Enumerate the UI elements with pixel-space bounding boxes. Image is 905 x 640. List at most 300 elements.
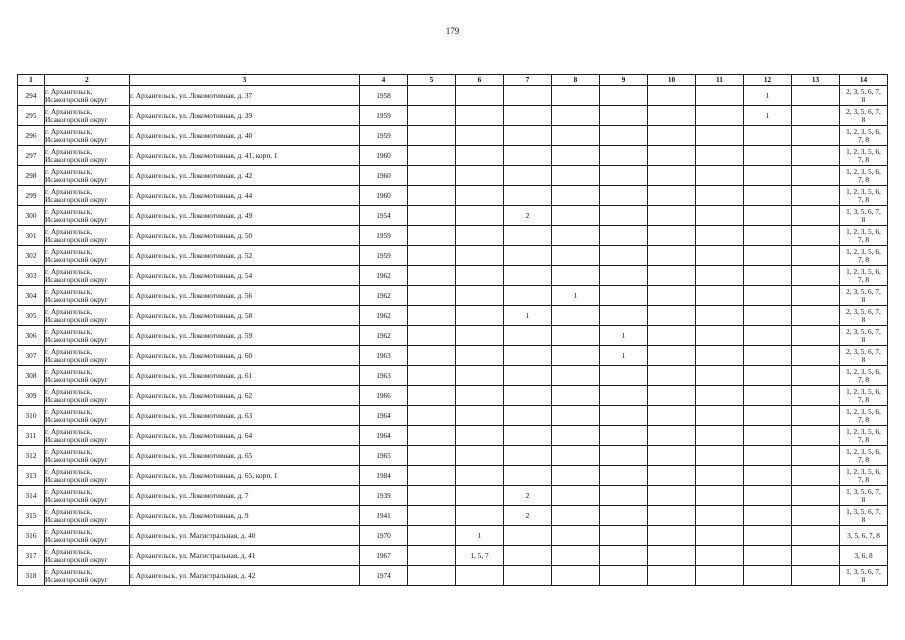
col8-cell	[552, 206, 600, 226]
col13-cell	[792, 406, 840, 426]
address-cell: г. Архангельск, ул. Локомотивная, д. 9	[130, 506, 360, 526]
table-row	[18, 406, 888, 426]
col5-cell	[408, 126, 456, 146]
col12-cell	[744, 226, 792, 246]
row-number-cell: 313	[18, 466, 45, 486]
col9-cell	[600, 306, 648, 326]
col13-cell	[792, 346, 840, 366]
col8-cell	[552, 146, 600, 166]
col6-cell	[456, 106, 504, 126]
row-number-cell: 308	[18, 366, 45, 386]
col10-cell	[648, 106, 696, 126]
col8-cell	[552, 426, 600, 446]
col12-cell	[744, 346, 792, 366]
col14-cell: 1, 3, 5, 6, 7, 8	[840, 566, 888, 586]
col14-cell: 1, 2, 3, 5, 6, 7, 8	[840, 126, 888, 146]
col5-cell	[408, 446, 456, 466]
col9-cell	[600, 186, 648, 206]
col11-cell	[696, 566, 744, 586]
col5-cell	[408, 346, 456, 366]
year-cell: 1970	[360, 526, 408, 546]
col12-cell	[744, 406, 792, 426]
col10-cell	[648, 126, 696, 146]
address-cell: г. Архангельск, ул. Локомотивная, д. 7	[130, 486, 360, 506]
col14-cell: 1, 2, 3, 5, 6, 7, 8	[840, 446, 888, 466]
table-row	[18, 346, 888, 366]
locality-cell: г. Архангельск, Исакогорский округ	[45, 406, 130, 426]
col8-cell	[552, 106, 600, 126]
col14-cell: 3, 6, 8	[840, 546, 888, 566]
year-cell: 1939	[360, 486, 408, 506]
table-row	[18, 246, 888, 266]
col7-cell	[504, 226, 552, 246]
col5-cell	[408, 186, 456, 206]
col13-cell	[792, 546, 840, 566]
col5-cell	[408, 466, 456, 486]
address-cell: г. Архангельск, ул. Локомотивная, д. 64	[130, 426, 360, 446]
locality-cell: г. Архангельск, Исакогорский округ	[45, 186, 130, 206]
col6-cell	[456, 366, 504, 386]
locality-cell: г. Архангельск, Исакогорский округ	[45, 206, 130, 226]
locality-cell: г. Архангельск, Исакогорский округ	[45, 526, 130, 546]
year-cell: 1960	[360, 166, 408, 186]
col9-cell	[600, 146, 648, 166]
year-cell: 1963	[360, 366, 408, 386]
address-cell: г. Архангельск, ул. Магистральная, д. 41	[130, 546, 360, 566]
locality-cell: г. Архангельск, Исакогорский округ	[45, 146, 130, 166]
table-row	[18, 506, 888, 526]
col11-cell	[696, 526, 744, 546]
address-cell: г. Архангельск, ул. Локомотивная, д. 63	[130, 406, 360, 426]
table-row	[18, 546, 888, 566]
col6-cell	[456, 146, 504, 166]
table-row	[18, 326, 888, 346]
col13-cell	[792, 506, 840, 526]
address-cell: г. Архангельск, ул. Локомотивная, д. 61	[130, 366, 360, 386]
year-cell: 1959	[360, 126, 408, 146]
col7-cell	[504, 346, 552, 366]
row-number-cell: 305	[18, 306, 45, 326]
year-cell: 1962	[360, 286, 408, 306]
col9-cell	[600, 286, 648, 306]
row-number-cell: 315	[18, 506, 45, 526]
col14-cell: 1, 2, 3, 5, 6, 7, 8	[840, 366, 888, 386]
col11-cell	[696, 546, 744, 566]
row-number-cell: 310	[18, 406, 45, 426]
col7-cell: 2	[504, 506, 552, 526]
table-body	[18, 86, 888, 586]
col10-cell	[648, 466, 696, 486]
table-row	[18, 566, 888, 586]
col11-cell	[696, 266, 744, 286]
year-cell: 1959	[360, 226, 408, 246]
address-cell: г. Архангельск, ул. Локомотивная, д. 60	[130, 346, 360, 366]
col12-cell	[744, 466, 792, 486]
col7-cell	[504, 366, 552, 386]
locality-cell: г. Архангельск, Исакогорский округ	[45, 306, 130, 326]
row-number-cell: 304	[18, 286, 45, 306]
col10-cell	[648, 206, 696, 226]
col14-cell: 2, 3, 5, 6, 7, 8	[840, 306, 888, 326]
col12-cell	[744, 286, 792, 306]
col13-cell	[792, 86, 840, 106]
address-cell: г. Архангельск, ул. Локомотивная, д. 65	[130, 446, 360, 466]
col5-cell	[408, 366, 456, 386]
col10-cell	[648, 346, 696, 366]
col13-cell	[792, 306, 840, 326]
col10-cell	[648, 286, 696, 306]
col13-cell	[792, 466, 840, 486]
col5-cell	[408, 406, 456, 426]
address-cell: г. Архангельск, ул. Локомотивная, д. 49	[130, 206, 360, 226]
table-row	[18, 486, 888, 506]
column-header-4: 4	[360, 75, 408, 86]
col5-cell	[408, 106, 456, 126]
col14-cell: 2, 3, 5, 6, 7, 8	[840, 346, 888, 366]
locality-cell: г. Архангельск, Исакогорский округ	[45, 226, 130, 246]
year-cell: 1959	[360, 246, 408, 266]
col6-cell	[456, 466, 504, 486]
col11-cell	[696, 446, 744, 466]
table-row	[18, 526, 888, 546]
row-number-cell: 314	[18, 486, 45, 506]
col12-cell	[744, 246, 792, 266]
locality-cell: г. Архангельск, Исакогорский округ	[45, 486, 130, 506]
col6-cell	[456, 506, 504, 526]
col7-cell: 1	[504, 306, 552, 326]
column-header-5: 5	[408, 75, 456, 86]
col6-cell	[456, 206, 504, 226]
col5-cell	[408, 266, 456, 286]
row-number-cell: 296	[18, 126, 45, 146]
col12-cell: 1	[744, 86, 792, 106]
col8-cell	[552, 566, 600, 586]
col13-cell	[792, 446, 840, 466]
col8-cell	[552, 306, 600, 326]
locality-cell: г. Архангельск, Исакогорский округ	[45, 446, 130, 466]
column-header-10: 10	[648, 75, 696, 86]
col13-cell	[792, 226, 840, 246]
col9-cell	[600, 426, 648, 446]
col10-cell	[648, 366, 696, 386]
col12-cell	[744, 206, 792, 226]
locality-cell: г. Архангельск, Исакогорский округ	[45, 546, 130, 566]
col11-cell	[696, 326, 744, 346]
table-row	[18, 366, 888, 386]
col9-cell	[600, 226, 648, 246]
row-number-cell: 318	[18, 566, 45, 586]
year-cell: 1966	[360, 386, 408, 406]
col14-cell: 1, 2, 3, 5, 6, 7, 8	[840, 246, 888, 266]
col7-cell	[504, 326, 552, 346]
row-number-cell: 312	[18, 446, 45, 466]
col12-cell	[744, 446, 792, 466]
col5-cell	[408, 86, 456, 106]
col12-cell: 1	[744, 106, 792, 126]
col13-cell	[792, 106, 840, 126]
col5-cell	[408, 246, 456, 266]
address-cell: г. Архангельск, ул. Локомотивная, д. 58	[130, 306, 360, 326]
table-row	[18, 386, 888, 406]
address-cell: г. Архангельск, ул. Локомотивная, д. 42	[130, 166, 360, 186]
col8-cell	[552, 446, 600, 466]
col7-cell	[504, 526, 552, 546]
col14-cell: 1, 2, 3, 5, 6, 7, 8	[840, 466, 888, 486]
col11-cell	[696, 206, 744, 226]
col5-cell	[408, 286, 456, 306]
address-cell: г. Архангельск, ул. Локомотивная, д. 37	[130, 86, 360, 106]
col7-cell	[504, 186, 552, 206]
locality-cell: г. Архангельск, Исакогорский округ	[45, 166, 130, 186]
col14-cell: 1, 2, 3, 5, 6, 7, 8	[840, 146, 888, 166]
col6-cell	[456, 286, 504, 306]
col12-cell	[744, 566, 792, 586]
table-row	[18, 126, 888, 146]
col8-cell	[552, 486, 600, 506]
col10-cell	[648, 446, 696, 466]
col5-cell	[408, 386, 456, 406]
address-cell: г. Архангельск, ул. Локомотивная, д. 59	[130, 326, 360, 346]
col8-cell	[552, 126, 600, 146]
column-header-11: 11	[696, 75, 744, 86]
year-cell: 1964	[360, 426, 408, 446]
col9-cell	[600, 566, 648, 586]
col7-cell	[504, 286, 552, 306]
column-header-9: 9	[600, 75, 648, 86]
col14-cell: 2, 3, 5, 6, 7, 8	[840, 86, 888, 106]
table-header	[18, 75, 888, 86]
col13-cell	[792, 286, 840, 306]
col9-cell	[600, 266, 648, 286]
col14-cell: 2, 3, 5, 6, 7, 8	[840, 106, 888, 126]
col7-cell: 2	[504, 206, 552, 226]
col9-cell	[600, 406, 648, 426]
col6-cell	[456, 386, 504, 406]
row-number-cell: 294	[18, 86, 45, 106]
col11-cell	[696, 106, 744, 126]
address-cell: г. Архангельск, ул. Локомотивная, д. 50	[130, 226, 360, 246]
year-cell: 1959	[360, 106, 408, 126]
locality-cell: г. Архангельск, Исакогорский округ	[45, 286, 130, 306]
col9-cell	[600, 466, 648, 486]
column-header-1: 1	[18, 75, 45, 86]
col11-cell	[696, 166, 744, 186]
col5-cell	[408, 566, 456, 586]
table-row	[18, 106, 888, 126]
col11-cell	[696, 366, 744, 386]
col6-cell	[456, 126, 504, 146]
col9-cell	[600, 246, 648, 266]
year-cell: 1962	[360, 266, 408, 286]
row-number-cell: 297	[18, 146, 45, 166]
address-cell: г. Архангельск, ул. Локомотивная, д. 62	[130, 386, 360, 406]
table-row	[18, 286, 888, 306]
col10-cell	[648, 166, 696, 186]
col9-cell	[600, 106, 648, 126]
col7-cell	[504, 106, 552, 126]
col5-cell	[408, 326, 456, 346]
col6-cell	[456, 406, 504, 426]
col6-cell: 1, 5, 7	[456, 546, 504, 566]
col10-cell	[648, 426, 696, 446]
table-row	[18, 206, 888, 226]
year-cell: 1962	[360, 326, 408, 346]
col6-cell	[456, 566, 504, 586]
col11-cell	[696, 306, 744, 326]
col7-cell	[504, 566, 552, 586]
col5-cell	[408, 206, 456, 226]
col14-cell: 1, 2, 3, 5, 6, 7, 8	[840, 166, 888, 186]
col12-cell	[744, 146, 792, 166]
col8-cell	[552, 466, 600, 486]
col10-cell	[648, 566, 696, 586]
row-number-cell: 295	[18, 106, 45, 126]
col6-cell	[456, 186, 504, 206]
col8-cell	[552, 346, 600, 366]
col10-cell	[648, 546, 696, 566]
col9-cell	[600, 506, 648, 526]
col10-cell	[648, 486, 696, 506]
column-header-14: 14	[840, 75, 888, 86]
address-cell: г. Архангельск, ул. Локомотивная, д. 41, корп. 1	[130, 146, 360, 166]
col9-cell	[600, 526, 648, 546]
table-row	[18, 86, 888, 106]
col12-cell	[744, 526, 792, 546]
address-cell: г. Архангельск, ул. Магистральная, д. 40	[130, 526, 360, 546]
col8-cell	[552, 366, 600, 386]
row-number-cell: 302	[18, 246, 45, 266]
col14-cell: 1, 2, 3, 5, 6, 7, 8	[840, 386, 888, 406]
column-header-3: 3	[130, 75, 360, 86]
col13-cell	[792, 366, 840, 386]
table-row	[18, 446, 888, 466]
col12-cell	[744, 266, 792, 286]
col14-cell: 1, 2, 3, 5, 6, 7, 8	[840, 186, 888, 206]
col6-cell	[456, 346, 504, 366]
row-number-cell: 317	[18, 546, 45, 566]
col9-cell	[600, 386, 648, 406]
col11-cell	[696, 86, 744, 106]
col10-cell	[648, 406, 696, 426]
locality-cell: г. Архангельск, Исакогорский округ	[45, 246, 130, 266]
col6-cell	[456, 86, 504, 106]
col13-cell	[792, 566, 840, 586]
col12-cell	[744, 486, 792, 506]
col5-cell	[408, 486, 456, 506]
col6-cell	[456, 166, 504, 186]
column-header-6: 6	[456, 75, 504, 86]
col7-cell	[504, 266, 552, 286]
col13-cell	[792, 126, 840, 146]
address-cell: г. Архангельск, ул. Локомотивная, д. 44	[130, 186, 360, 206]
col7-cell	[504, 446, 552, 466]
locality-cell: г. Архангельск, Исакогорский округ	[45, 506, 130, 526]
col6-cell	[456, 426, 504, 446]
row-number-cell: 299	[18, 186, 45, 206]
col7-cell: 2	[504, 486, 552, 506]
col10-cell	[648, 226, 696, 246]
col10-cell	[648, 186, 696, 206]
col13-cell	[792, 486, 840, 506]
table-row	[18, 466, 888, 486]
col9-cell: 1	[600, 346, 648, 366]
year-cell: 1960	[360, 186, 408, 206]
col13-cell	[792, 246, 840, 266]
col9-cell	[600, 446, 648, 466]
col9-cell	[600, 206, 648, 226]
col14-cell: 1, 2, 3, 5, 6, 7, 8	[840, 226, 888, 246]
col11-cell	[696, 486, 744, 506]
col5-cell	[408, 226, 456, 246]
header-row	[18, 75, 888, 86]
col8-cell	[552, 526, 600, 546]
table-row	[18, 186, 888, 206]
locality-cell: г. Архангельск, Исакогорский округ	[45, 106, 130, 126]
year-cell: 1965	[360, 446, 408, 466]
col7-cell	[504, 406, 552, 426]
col14-cell: 1, 2, 3, 5, 6, 7, 8	[840, 266, 888, 286]
col13-cell	[792, 146, 840, 166]
col8-cell	[552, 166, 600, 186]
col7-cell	[504, 426, 552, 446]
col14-cell: 1, 2, 3, 5, 6, 7, 8	[840, 406, 888, 426]
table-row	[18, 166, 888, 186]
col12-cell	[744, 506, 792, 526]
col10-cell	[648, 326, 696, 346]
col5-cell	[408, 546, 456, 566]
row-number-cell: 307	[18, 346, 45, 366]
table-row	[18, 306, 888, 326]
col8-cell	[552, 86, 600, 106]
year-cell: 1984	[360, 466, 408, 486]
address-cell: г. Архангельск, ул. Локомотивная, д. 54	[130, 266, 360, 286]
col10-cell	[648, 506, 696, 526]
table-row	[18, 226, 888, 246]
col5-cell	[408, 146, 456, 166]
col14-cell: 2, 3, 5, 6, 7, 8	[840, 326, 888, 346]
col9-cell	[600, 166, 648, 186]
year-cell: 1963	[360, 346, 408, 366]
table-row	[18, 146, 888, 166]
col12-cell	[744, 426, 792, 446]
year-cell: 1967	[360, 546, 408, 566]
col13-cell	[792, 186, 840, 206]
col11-cell	[696, 126, 744, 146]
col6-cell	[456, 266, 504, 286]
row-number-cell: 298	[18, 166, 45, 186]
col11-cell	[696, 286, 744, 306]
col12-cell	[744, 386, 792, 406]
col9-cell	[600, 486, 648, 506]
address-cell: г. Архангельск, ул. Локомотивная, д. 56	[130, 286, 360, 306]
col6-cell: 1	[456, 526, 504, 546]
col7-cell	[504, 86, 552, 106]
col14-cell: 1, 3, 5, 6, 7, 8	[840, 486, 888, 506]
locality-cell: г. Архангельск, Исакогорский округ	[45, 346, 130, 366]
col9-cell: 1	[600, 326, 648, 346]
page-number: 179	[445, 26, 460, 36]
row-number-cell: 311	[18, 426, 45, 446]
col7-cell	[504, 166, 552, 186]
col11-cell	[696, 506, 744, 526]
col9-cell	[600, 126, 648, 146]
address-cell: г. Архангельск, ул. Локомотивная, д. 65, корп. 1	[130, 466, 360, 486]
col5-cell	[408, 306, 456, 326]
year-cell: 1958	[360, 86, 408, 106]
col7-cell	[504, 546, 552, 566]
locality-cell: г. Архангельск, Исакогорский округ	[45, 86, 130, 106]
col10-cell	[648, 306, 696, 326]
